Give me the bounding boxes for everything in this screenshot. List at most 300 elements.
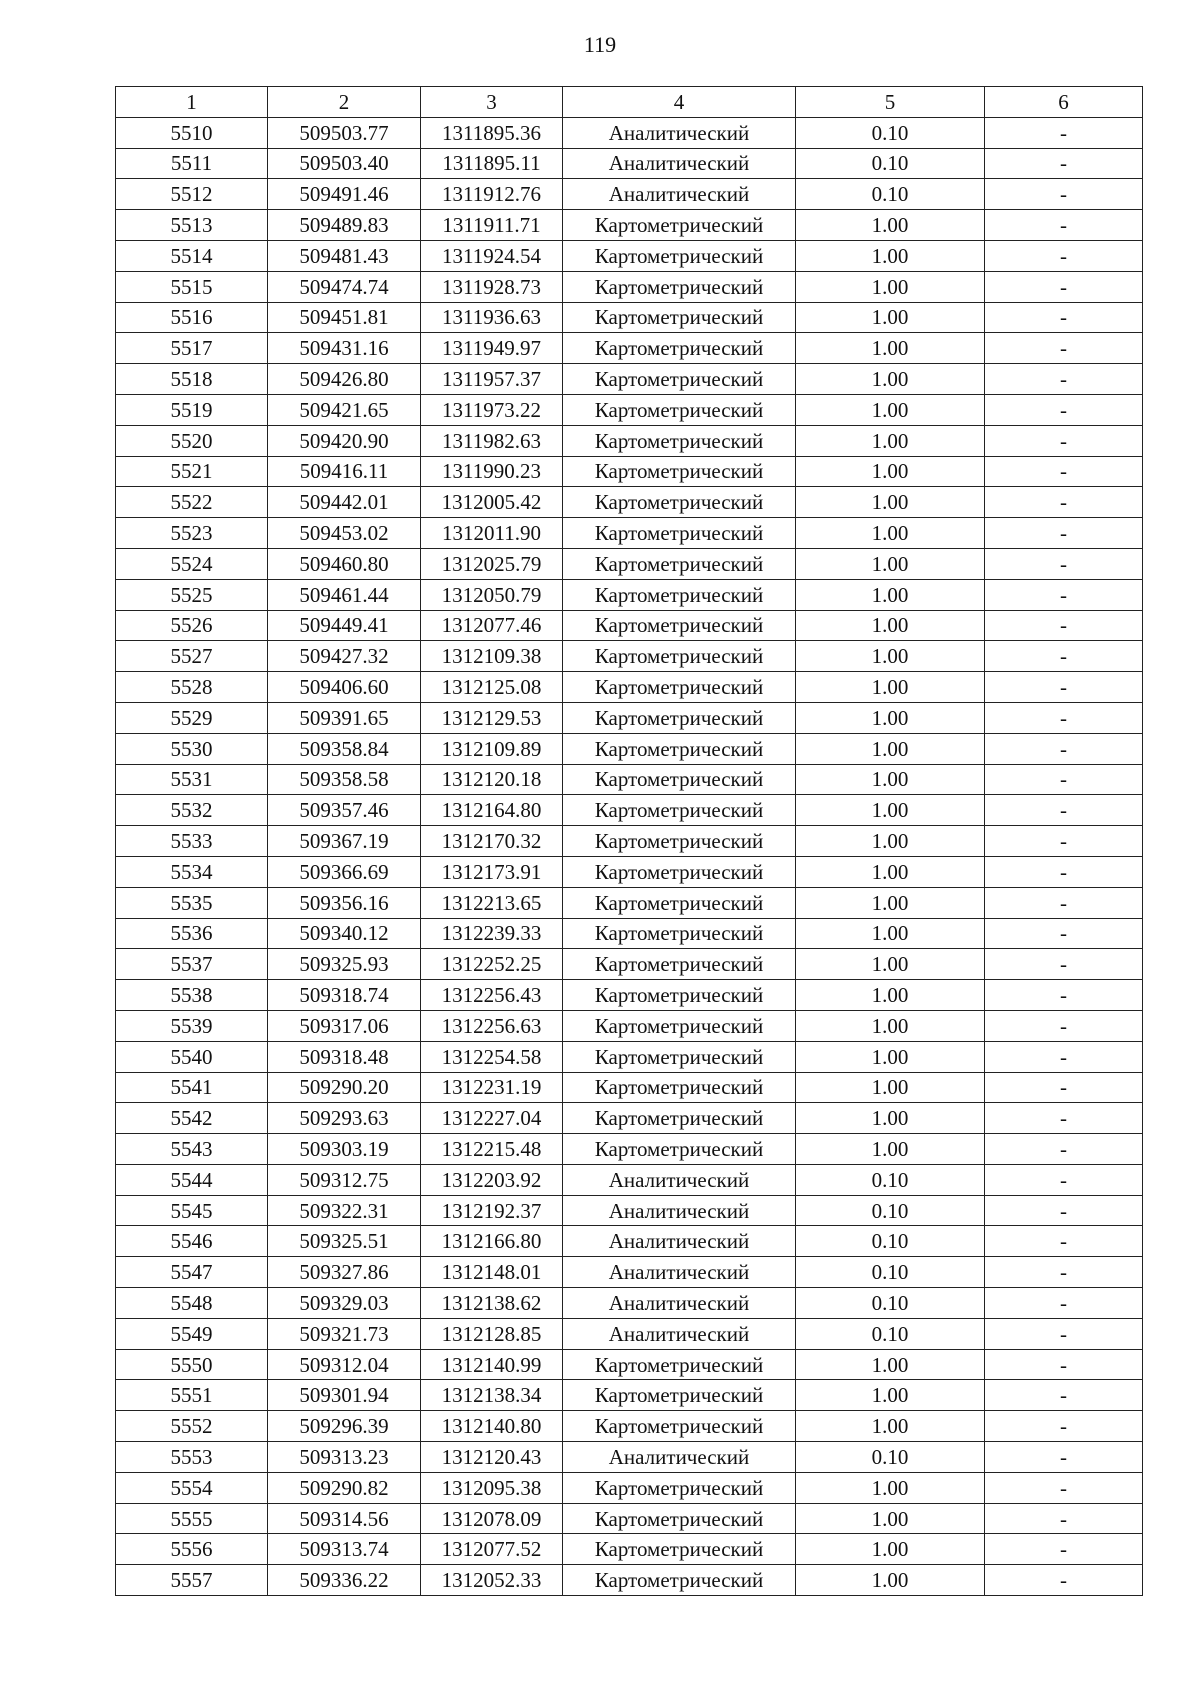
cell-y-coordinate: 1312252.25 (421, 949, 563, 980)
cell-x-coordinate: 509317.06 (268, 1010, 421, 1041)
cell-y-coordinate: 1312050.79 (421, 579, 563, 610)
cell-note: - (985, 764, 1143, 795)
cell-x-coordinate: 509356.16 (268, 887, 421, 918)
cell-accuracy: 0.10 (796, 1257, 985, 1288)
cell-accuracy: 1.00 (796, 1134, 985, 1165)
cell-note: - (985, 980, 1143, 1011)
table-row (116, 425, 1143, 456)
cell-method: Аналитический (563, 1226, 796, 1257)
table-row (116, 518, 1143, 549)
cell-x-coordinate: 509318.48 (268, 1041, 421, 1072)
cell-accuracy: 1.00 (796, 364, 985, 395)
cell-point-number: 5537 (116, 949, 268, 980)
table-row (116, 733, 1143, 764)
cell-note: - (985, 949, 1143, 980)
cell-x-coordinate: 509314.56 (268, 1503, 421, 1534)
cell-y-coordinate: 1312120.43 (421, 1442, 563, 1473)
cell-x-coordinate: 509474.74 (268, 271, 421, 302)
cell-point-number: 5531 (116, 764, 268, 795)
cell-point-number: 5529 (116, 702, 268, 733)
cell-note: - (985, 394, 1143, 425)
cell-method: Картометрический (563, 271, 796, 302)
table-row (116, 949, 1143, 980)
cell-y-coordinate: 1312173.91 (421, 856, 563, 887)
cell-note: - (985, 210, 1143, 241)
cell-point-number: 5554 (116, 1472, 268, 1503)
table-row (116, 1411, 1143, 1442)
cell-note: - (985, 579, 1143, 610)
cell-x-coordinate: 509451.81 (268, 302, 421, 333)
cell-y-coordinate: 1312239.33 (421, 918, 563, 949)
cell-y-coordinate: 1312138.62 (421, 1288, 563, 1319)
cell-point-number: 5518 (116, 364, 268, 395)
cell-point-number: 5536 (116, 918, 268, 949)
table-row (116, 1226, 1143, 1257)
cell-method: Картометрический (563, 826, 796, 857)
cell-point-number: 5540 (116, 1041, 268, 1072)
cell-accuracy: 0.10 (796, 1195, 985, 1226)
cell-y-coordinate: 1312140.99 (421, 1349, 563, 1380)
cell-y-coordinate: 1312125.08 (421, 672, 563, 703)
cell-y-coordinate: 1311973.22 (421, 394, 563, 425)
cell-method: Картометрический (563, 1103, 796, 1134)
header-cell-2: 2 (268, 87, 421, 118)
cell-y-coordinate: 1311990.23 (421, 456, 563, 487)
table-row (116, 1103, 1143, 1134)
table-row (116, 1041, 1143, 1072)
cell-note: - (985, 1226, 1143, 1257)
cell-note: - (985, 1380, 1143, 1411)
cell-method: Картометрический (563, 1041, 796, 1072)
cell-accuracy: 1.00 (796, 1565, 985, 1596)
cell-method: Аналитический (563, 148, 796, 179)
cell-x-coordinate: 509325.51 (268, 1226, 421, 1257)
cell-note: - (985, 1195, 1143, 1226)
cell-point-number: 5522 (116, 487, 268, 518)
cell-x-coordinate: 509416.11 (268, 456, 421, 487)
cell-point-number: 5512 (116, 179, 268, 210)
cell-x-coordinate: 509421.65 (268, 394, 421, 425)
cell-x-coordinate: 509367.19 (268, 826, 421, 857)
cell-note: - (985, 302, 1143, 333)
cell-y-coordinate: 1311912.76 (421, 179, 563, 210)
cell-y-coordinate: 1312203.92 (421, 1164, 563, 1195)
table-row (116, 333, 1143, 364)
header-cell-6: 6 (985, 87, 1143, 118)
cell-method: Аналитический (563, 1442, 796, 1473)
cell-y-coordinate: 1312164.80 (421, 795, 563, 826)
cell-point-number: 5514 (116, 240, 268, 271)
cell-note: - (985, 117, 1143, 148)
cell-point-number: 5546 (116, 1226, 268, 1257)
cell-method: Аналитический (563, 1164, 796, 1195)
table-row (116, 1195, 1143, 1226)
cell-method: Картометрический (563, 518, 796, 549)
cell-method: Картометрический (563, 394, 796, 425)
cell-x-coordinate: 509503.77 (268, 117, 421, 148)
cell-note: - (985, 425, 1143, 456)
table-row (116, 1010, 1143, 1041)
cell-method: Аналитический (563, 1318, 796, 1349)
cell-note: - (985, 1103, 1143, 1134)
table-row (116, 1288, 1143, 1319)
cell-y-coordinate: 1312170.32 (421, 826, 563, 857)
table-row (116, 210, 1143, 241)
header-row (116, 87, 1143, 118)
cell-method: Картометрический (563, 980, 796, 1011)
cell-point-number: 5533 (116, 826, 268, 857)
cell-point-number: 5543 (116, 1134, 268, 1165)
table-row (116, 364, 1143, 395)
table-row (116, 1134, 1143, 1165)
cell-accuracy: 1.00 (796, 610, 985, 641)
cell-point-number: 5553 (116, 1442, 268, 1473)
cell-accuracy: 0.10 (796, 1318, 985, 1349)
cell-x-coordinate: 509358.84 (268, 733, 421, 764)
cell-x-coordinate: 509426.80 (268, 364, 421, 395)
cell-y-coordinate: 1312129.53 (421, 702, 563, 733)
cell-accuracy: 1.00 (796, 795, 985, 826)
cell-y-coordinate: 1312166.80 (421, 1226, 563, 1257)
table-row (116, 302, 1143, 333)
table-row (116, 394, 1143, 425)
cell-note: - (985, 333, 1143, 364)
cell-accuracy: 1.00 (796, 1534, 985, 1565)
cell-note: - (985, 795, 1143, 826)
table-row (116, 548, 1143, 579)
cell-method: Картометрический (563, 610, 796, 641)
cell-point-number: 5549 (116, 1318, 268, 1349)
cell-note: - (985, 826, 1143, 857)
cell-accuracy: 0.10 (796, 179, 985, 210)
cell-x-coordinate: 509301.94 (268, 1380, 421, 1411)
cell-point-number: 5539 (116, 1010, 268, 1041)
cell-point-number: 5517 (116, 333, 268, 364)
cell-note: - (985, 1503, 1143, 1534)
cell-method: Картометрический (563, 1349, 796, 1380)
table-row (116, 487, 1143, 518)
cell-point-number: 5515 (116, 271, 268, 302)
cell-accuracy: 1.00 (796, 641, 985, 672)
cell-x-coordinate: 509489.83 (268, 210, 421, 241)
cell-y-coordinate: 1312192.37 (421, 1195, 563, 1226)
cell-y-coordinate: 1312148.01 (421, 1257, 563, 1288)
cell-note: - (985, 1349, 1143, 1380)
cell-method: Картометрический (563, 1503, 796, 1534)
cell-accuracy: 1.00 (796, 487, 985, 518)
cell-point-number: 5547 (116, 1257, 268, 1288)
cell-y-coordinate: 1312077.52 (421, 1534, 563, 1565)
cell-note: - (985, 733, 1143, 764)
table-row (116, 641, 1143, 672)
cell-point-number: 5516 (116, 302, 268, 333)
cell-accuracy: 1.00 (796, 1503, 985, 1534)
cell-note: - (985, 1257, 1143, 1288)
cell-y-coordinate: 1312025.79 (421, 548, 563, 579)
cell-note: - (985, 1565, 1143, 1596)
cell-note: - (985, 1041, 1143, 1072)
table-row (116, 117, 1143, 148)
cell-accuracy: 1.00 (796, 240, 985, 271)
cell-point-number: 5525 (116, 579, 268, 610)
table-row (116, 1164, 1143, 1195)
cell-note: - (985, 240, 1143, 271)
cell-note: - (985, 1534, 1143, 1565)
cell-point-number: 5527 (116, 641, 268, 672)
cell-x-coordinate: 509358.58 (268, 764, 421, 795)
cell-point-number: 5544 (116, 1164, 268, 1195)
cell-x-coordinate: 509296.39 (268, 1411, 421, 1442)
cell-accuracy: 1.00 (796, 456, 985, 487)
cell-accuracy: 1.00 (796, 856, 985, 887)
cell-note: - (985, 271, 1143, 302)
cell-point-number: 5523 (116, 518, 268, 549)
cell-accuracy: 1.00 (796, 887, 985, 918)
cell-accuracy: 1.00 (796, 672, 985, 703)
cell-y-coordinate: 1312128.85 (421, 1318, 563, 1349)
cell-x-coordinate: 509325.93 (268, 949, 421, 980)
cell-note: - (985, 1442, 1143, 1473)
cell-method: Картометрический (563, 302, 796, 333)
cell-point-number: 5521 (116, 456, 268, 487)
cell-method: Картометрический (563, 672, 796, 703)
cell-y-coordinate: 1312256.63 (421, 1010, 563, 1041)
cell-method: Картометрический (563, 364, 796, 395)
cell-method: Аналитический (563, 117, 796, 148)
cell-x-coordinate: 509303.19 (268, 1134, 421, 1165)
cell-accuracy: 0.10 (796, 1288, 985, 1319)
cell-y-coordinate: 1311949.97 (421, 333, 563, 364)
cell-note: - (985, 548, 1143, 579)
cell-accuracy: 1.00 (796, 271, 985, 302)
cell-x-coordinate: 509327.86 (268, 1257, 421, 1288)
cell-method: Картометрический (563, 1565, 796, 1596)
cell-note: - (985, 518, 1143, 549)
cell-method: Картометрический (563, 918, 796, 949)
cell-accuracy: 0.10 (796, 117, 985, 148)
cell-x-coordinate: 509491.46 (268, 179, 421, 210)
cell-method: Картометрический (563, 949, 796, 980)
cell-note: - (985, 702, 1143, 733)
cell-x-coordinate: 509290.82 (268, 1472, 421, 1503)
cell-x-coordinate: 509357.46 (268, 795, 421, 826)
cell-note: - (985, 1010, 1143, 1041)
cell-x-coordinate: 509312.04 (268, 1349, 421, 1380)
table-row (116, 1318, 1143, 1349)
cell-y-coordinate: 1311924.54 (421, 240, 563, 271)
cell-y-coordinate: 1312052.33 (421, 1565, 563, 1596)
cell-note: - (985, 1472, 1143, 1503)
cell-point-number: 5526 (116, 610, 268, 641)
cell-point-number: 5545 (116, 1195, 268, 1226)
table-row (116, 918, 1143, 949)
table-row (116, 980, 1143, 1011)
table-row (116, 1503, 1143, 1534)
cell-point-number: 5534 (116, 856, 268, 887)
cell-y-coordinate: 1312109.38 (421, 641, 563, 672)
table-row (116, 1534, 1143, 1565)
cell-accuracy: 1.00 (796, 210, 985, 241)
cell-accuracy: 0.10 (796, 1226, 985, 1257)
cell-method: Аналитический (563, 1257, 796, 1288)
cell-note: - (985, 456, 1143, 487)
table-row (116, 795, 1143, 826)
cell-x-coordinate: 509322.31 (268, 1195, 421, 1226)
cell-x-coordinate: 509461.44 (268, 579, 421, 610)
cell-accuracy: 1.00 (796, 333, 985, 364)
cell-accuracy: 1.00 (796, 949, 985, 980)
cell-method: Картометрический (563, 425, 796, 456)
cell-method: Аналитический (563, 1195, 796, 1226)
cell-method: Картометрический (563, 579, 796, 610)
cell-x-coordinate: 509442.01 (268, 487, 421, 518)
table-row (116, 1072, 1143, 1103)
header-cell-1: 1 (116, 87, 268, 118)
cell-y-coordinate: 1311928.73 (421, 271, 563, 302)
cell-y-coordinate: 1311957.37 (421, 364, 563, 395)
cell-method: Аналитический (563, 179, 796, 210)
cell-method: Картометрический (563, 1134, 796, 1165)
cell-note: - (985, 641, 1143, 672)
cell-accuracy: 1.00 (796, 394, 985, 425)
cell-note: - (985, 1318, 1143, 1349)
table-row (116, 1565, 1143, 1596)
cell-accuracy: 1.00 (796, 733, 985, 764)
coordinates-table (115, 86, 1143, 1596)
cell-x-coordinate: 509406.60 (268, 672, 421, 703)
header-cell-5: 5 (796, 87, 985, 118)
cell-method: Картометрический (563, 1472, 796, 1503)
cell-accuracy: 1.00 (796, 1349, 985, 1380)
table-body (116, 117, 1143, 1595)
cell-accuracy: 1.00 (796, 1411, 985, 1442)
cell-method: Картометрический (563, 456, 796, 487)
cell-point-number: 5535 (116, 887, 268, 918)
cell-point-number: 5513 (116, 210, 268, 241)
cell-y-coordinate: 1312078.09 (421, 1503, 563, 1534)
cell-x-coordinate: 509460.80 (268, 548, 421, 579)
cell-note: - (985, 364, 1143, 395)
cell-accuracy: 0.10 (796, 1164, 985, 1195)
cell-method: Картометрический (563, 702, 796, 733)
cell-method: Аналитический (563, 1288, 796, 1319)
cell-y-coordinate: 1312138.34 (421, 1380, 563, 1411)
cell-accuracy: 1.00 (796, 1010, 985, 1041)
cell-point-number: 5552 (116, 1411, 268, 1442)
cell-method: Картометрический (563, 1072, 796, 1103)
cell-y-coordinate: 1311911.71 (421, 210, 563, 241)
cell-y-coordinate: 1312077.46 (421, 610, 563, 641)
cell-y-coordinate: 1311982.63 (421, 425, 563, 456)
cell-point-number: 5510 (116, 117, 268, 148)
table-row (116, 887, 1143, 918)
cell-note: - (985, 148, 1143, 179)
cell-accuracy: 0.10 (796, 148, 985, 179)
table-row (116, 1380, 1143, 1411)
table-row (116, 1257, 1143, 1288)
cell-accuracy: 1.00 (796, 425, 985, 456)
table-row (116, 456, 1143, 487)
cell-x-coordinate: 509321.73 (268, 1318, 421, 1349)
cell-method: Картометрический (563, 548, 796, 579)
table-row (116, 672, 1143, 703)
cell-x-coordinate: 509431.16 (268, 333, 421, 364)
cell-method: Картометрический (563, 240, 796, 271)
cell-accuracy: 1.00 (796, 764, 985, 795)
header-cell-3: 3 (421, 87, 563, 118)
cell-x-coordinate: 509340.12 (268, 918, 421, 949)
cell-point-number: 5548 (116, 1288, 268, 1319)
cell-y-coordinate: 1312227.04 (421, 1103, 563, 1134)
table-row (116, 148, 1143, 179)
cell-accuracy: 0.10 (796, 1442, 985, 1473)
header-cell-4: 4 (563, 87, 796, 118)
cell-method: Картометрический (563, 887, 796, 918)
table-row (116, 702, 1143, 733)
cell-note: - (985, 672, 1143, 703)
cell-method: Картометрический (563, 487, 796, 518)
cell-accuracy: 1.00 (796, 548, 985, 579)
cell-method: Картометрический (563, 641, 796, 672)
cell-point-number: 5556 (116, 1534, 268, 1565)
cell-y-coordinate: 1312256.43 (421, 980, 563, 1011)
cell-y-coordinate: 1311936.63 (421, 302, 563, 333)
cell-accuracy: 1.00 (796, 302, 985, 333)
table-header (116, 87, 1143, 118)
cell-x-coordinate: 509313.74 (268, 1534, 421, 1565)
cell-point-number: 5520 (116, 425, 268, 456)
cell-x-coordinate: 509336.22 (268, 1565, 421, 1596)
cell-method: Картометрический (563, 795, 796, 826)
cell-note: - (985, 1072, 1143, 1103)
cell-method: Картометрический (563, 333, 796, 364)
cell-accuracy: 1.00 (796, 1472, 985, 1503)
table-row (116, 271, 1143, 302)
cell-y-coordinate: 1312109.89 (421, 733, 563, 764)
cell-x-coordinate: 509329.03 (268, 1288, 421, 1319)
cell-method: Картометрический (563, 210, 796, 241)
cell-point-number: 5541 (116, 1072, 268, 1103)
cell-accuracy: 1.00 (796, 702, 985, 733)
cell-y-coordinate: 1312011.90 (421, 518, 563, 549)
cell-method: Картометрический (563, 733, 796, 764)
cell-point-number: 5511 (116, 148, 268, 179)
cell-method: Картометрический (563, 1411, 796, 1442)
table-row (116, 764, 1143, 795)
table-row (116, 1472, 1143, 1503)
cell-point-number: 5532 (116, 795, 268, 826)
cell-x-coordinate: 509503.40 (268, 148, 421, 179)
cell-x-coordinate: 509318.74 (268, 980, 421, 1011)
cell-point-number: 5519 (116, 394, 268, 425)
page-number: 119 (583, 32, 617, 57)
cell-accuracy: 1.00 (796, 826, 985, 857)
cell-y-coordinate: 1312213.65 (421, 887, 563, 918)
cell-accuracy: 1.00 (796, 1072, 985, 1103)
cell-note: - (985, 610, 1143, 641)
cell-x-coordinate: 509391.65 (268, 702, 421, 733)
cell-note: - (985, 887, 1143, 918)
table-row (116, 179, 1143, 210)
cell-note: - (985, 1411, 1143, 1442)
cell-method: Картометрический (563, 1534, 796, 1565)
cell-accuracy: 1.00 (796, 579, 985, 610)
cell-x-coordinate: 509313.23 (268, 1442, 421, 1473)
cell-x-coordinate: 509290.20 (268, 1072, 421, 1103)
cell-accuracy: 1.00 (796, 918, 985, 949)
cell-method: Картометрический (563, 856, 796, 887)
cell-y-coordinate: 1311895.11 (421, 148, 563, 179)
